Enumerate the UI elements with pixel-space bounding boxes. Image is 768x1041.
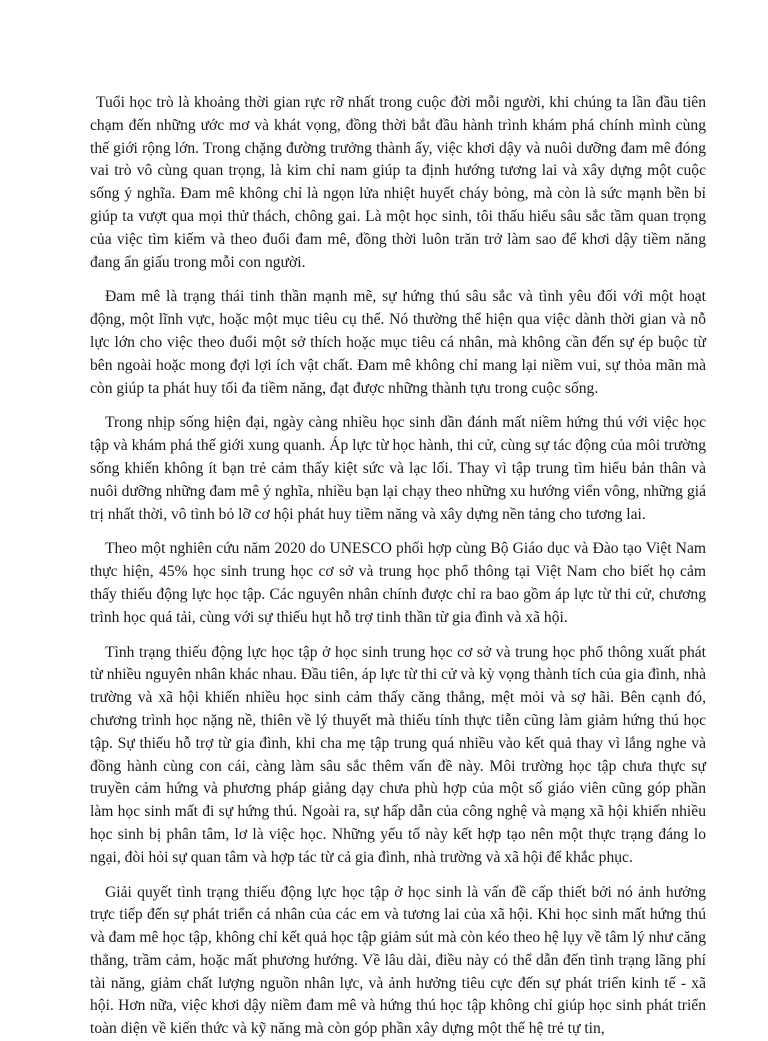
paragraph-5: Tình trạng thiếu động lực học tập ở học sinh trung học cơ sở và trung học phổ thông xuất phát từ nhiều nguyên nhân khác nhau. Đầu tiên, áp lực từ thi cử và kỳ vọng thành tích của gia đình, nhà trường và xã hội khiến nhiều học sinh cảm thấy căng thẳng, mệt mỏi và sợ hãi. Bên cạnh đó, chương trình học nặng nề, thiên về lý thuyết mà thiếu tính thực tiễn cũng làm giảm hứng thú học tập. Sự thiếu hỗ trợ từ gia đình, khi cha mẹ tập trung quá nhiều vào kết quả thay vì lắng nghe và đồng hành cùng con cái, càng làm sâu sắc thêm vấn đề này. Môi trường học tập chưa thực sự truyền cảm hứng và phương pháp giảng dạy chưa phù hợp của một số giáo viên cũng góp phần làm học sinh mất đi sự hứng thú. Ngoài ra, sự hấp dẫn của công nghệ và mạng xã hội khiến nhiều học sinh bị phân tâm, lơ là việc học. Những yếu tố này kết hợp tạo nên một thực trạng đáng lo ngại, đòi hỏi sự quan tâm và hợp tác từ cả gia đình, nhà trường và xã hội để khắc phục.	[90, 642, 706, 870]
paragraph-4: Theo một nghiên cứu năm 2020 do UNESCO phối hợp cùng Bộ Giáo dục và Đào tạo Việt Nam thực hiện, 45% học sinh trung học cơ sở và trung học phổ thông tại Việt Nam cho biết họ cảm thấy thiếu động lực học tập. Các nguyên nhân chính được chỉ ra bao gồm áp lực từ thi cử, chương trình học quá tải, cùng với sự thiếu hụt hỗ trợ tinh thần từ gia đình và xã hội.	[90, 538, 706, 629]
paragraph-6: Giải quyết tình trạng thiếu động lực học tập ở học sinh là vấn đề cấp thiết bởi nó ảnh hưởng trực tiếp đến sự phát triển cá nhân của các em và tương lai của xã hội. Khi học sinh mất hứng thú và đam mê học tập, không chỉ kết quả học tập giảm sút mà còn kéo theo hệ lụy về tâm lý như căng thẳng, trầm cảm, hoặc mất phương hướng. Về lâu dài, điều này có thể dẫn đến tình trạng lãng phí tài năng, giảm chất lượng nguồn nhân lực, và ảnh hưởng tiêu cực đến sự phát triển kinh tế - xã hội. Hơn nữa, việc khơi dậy niềm đam mê và hứng thú học tập không chỉ giúp học sinh phát triển toàn diện về kiến thức và kỹ năng mà còn góp phần xây dựng một thế hệ trẻ tự tin,	[90, 882, 706, 1041]
paragraph-2: Đam mê là trạng thái tinh thần mạnh mẽ, sự hứng thú sâu sắc và tình yêu đối với một hoạt động, một lĩnh vực, hoặc một mục tiêu cụ thể. Nó thường thể hiện qua việc dành thời gian và nỗ lực lớn cho việc theo đuổi một sở thích hoặc mục tiêu cá nhân, mà không cần đến sự ép buộc từ bên ngoài hoặc mong đợi lợi ích vật chất. Đam mê không chỉ mang lại niềm vui, sự thỏa mãn mà còn giúp ta phát huy tối đa tiềm năng, đạt được những thành tựu trong cuộc sống.	[90, 286, 706, 400]
paragraph-3: Trong nhịp sống hiện đại, ngày càng nhiều học sinh dần đánh mất niềm hứng thú với việc học tập và khám phá thế giới xung quanh. Áp lực từ học hành, thi cử, cùng sự tác động của môi trường sống khiến không ít bạn trẻ cảm thấy kiệt sức và lạc lối. Thay vì tập trung tìm hiểu bản thân và nuôi dưỡng những đam mê ý nghĩa, nhiều bạn lại chạy theo những xu hướng viển vông, những giá trị nhất thời, vô tình bỏ lỡ cơ hội phát huy tiềm năng và xây dựng nền tảng cho tương lai.	[90, 412, 706, 526]
paragraph-1: Tuổi học trò là khoảng thời gian rực rỡ nhất trong cuộc đời mỗi người, khi chúng ta lần đầu tiên chạm đến những ước mơ và khát vọng, đồng thời bắt đầu hành trình khám phá chính mình cùng thế giới rộng lớn. Trong chặng đường trưởng thành ấy, việc khơi dậy và nuôi dưỡng đam mê đóng vai trò vô cùng quan trọng, là kim chỉ nam giúp ta định hướng tương lai và xây dựng một cuộc sống ý nghĩa. Đam mê không chỉ là ngọn lửa nhiệt huyết cháy bỏng, mà còn là sức mạnh bền bỉ giúp ta vượt qua mọi thử thách, chông gai. Là một học sinh, tôi thấu hiểu sâu sắc tầm quan trọng của việc tìm kiếm và theo đuổi đam mê, đồng thời luôn trăn trở làm sao để khơi dậy tiềm năng đang ẩn giấu trong mỗi con người.	[90, 92, 706, 274]
